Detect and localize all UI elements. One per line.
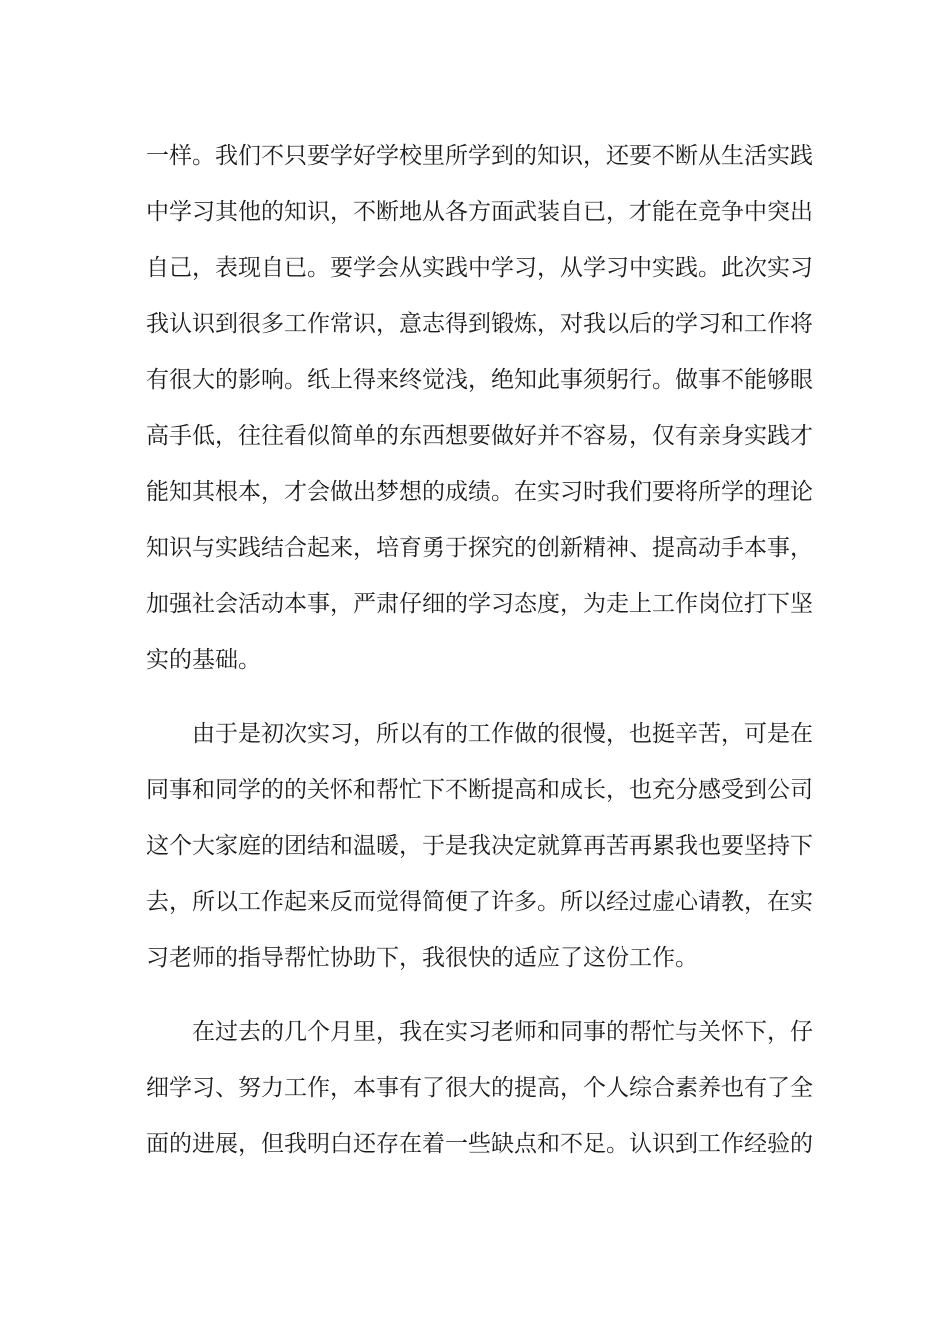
paragraph-2-line-5: 习老师的指导帮忙协助下，我很快的适应了这份工作。 [146,945,698,971]
paragraph-2-line-3: 这个大家庭的团结和温暖，于是我决定就算再苦再累我也要坚持下 [146,833,813,859]
paragraph-2-line-2: 同事和同学的的关怀和帮忙下不断提高和成长，也充分感受到公司 [146,777,813,803]
paragraph-1-line-5: 有很大的影响。纸上得来终觉浅，绝知此事须躬行。做事不能够眼 [146,367,813,393]
paragraph-1-line-9: 加强社会活动本事，严肃仔细的学习态度，为走上工作岗位打下坚 [146,591,813,617]
paragraph-1-line-8: 知识与实践结合起来，培育勇于探究的创新精神、提高动手本事， [146,535,813,561]
paragraph-1-line-2: 中学习其他的知识，不断地从各方面武装自已，才能在竞争中突出 [146,199,813,225]
paragraph-1-line-10: 实的基础。 [146,647,261,673]
paragraph-1-line-4: 我认识到很多工作常识，意志得到锻炼，对我以后的学习和工作将 [146,311,813,337]
paragraph-3-line-3: 面的进展，但我明白还存在着一些缺点和不足。认识到工作经验的 [146,1131,813,1157]
paragraph-1-line-6: 高手低，往往看似简单的东西想要做好并不容易，仅有亲身实践才 [146,423,813,449]
paragraph-1-line-1: 一样。我们不只要学好学校里所学到的知识，还要不断从生活实践 [146,143,813,169]
paragraph-2-line-4: 去，所以工作起来反而觉得简便了许多。所以经过虚心请教，在实 [146,889,813,915]
paragraph-2-line-1: 由于是初次实习，所以有的工作做的很慢，也挺辛苦，可是在 [192,721,813,747]
paragraph-3-line-2: 细学习、努力工作，本事有了很大的提高，个人综合素养也有了全 [146,1075,813,1101]
paragraph-1-line-3: 自己，表现自已。要学会从实践中学习，从学习中实践。此次实习 [146,255,813,281]
paragraph-3-line-1: 在过去的几个月里，我在实习老师和同事的帮忙与关怀下，仔 [192,1019,813,1045]
paragraph-1-line-7: 能知其根本，才会做出梦想的成绩。在实习时我们要将所学的理论 [146,479,813,505]
